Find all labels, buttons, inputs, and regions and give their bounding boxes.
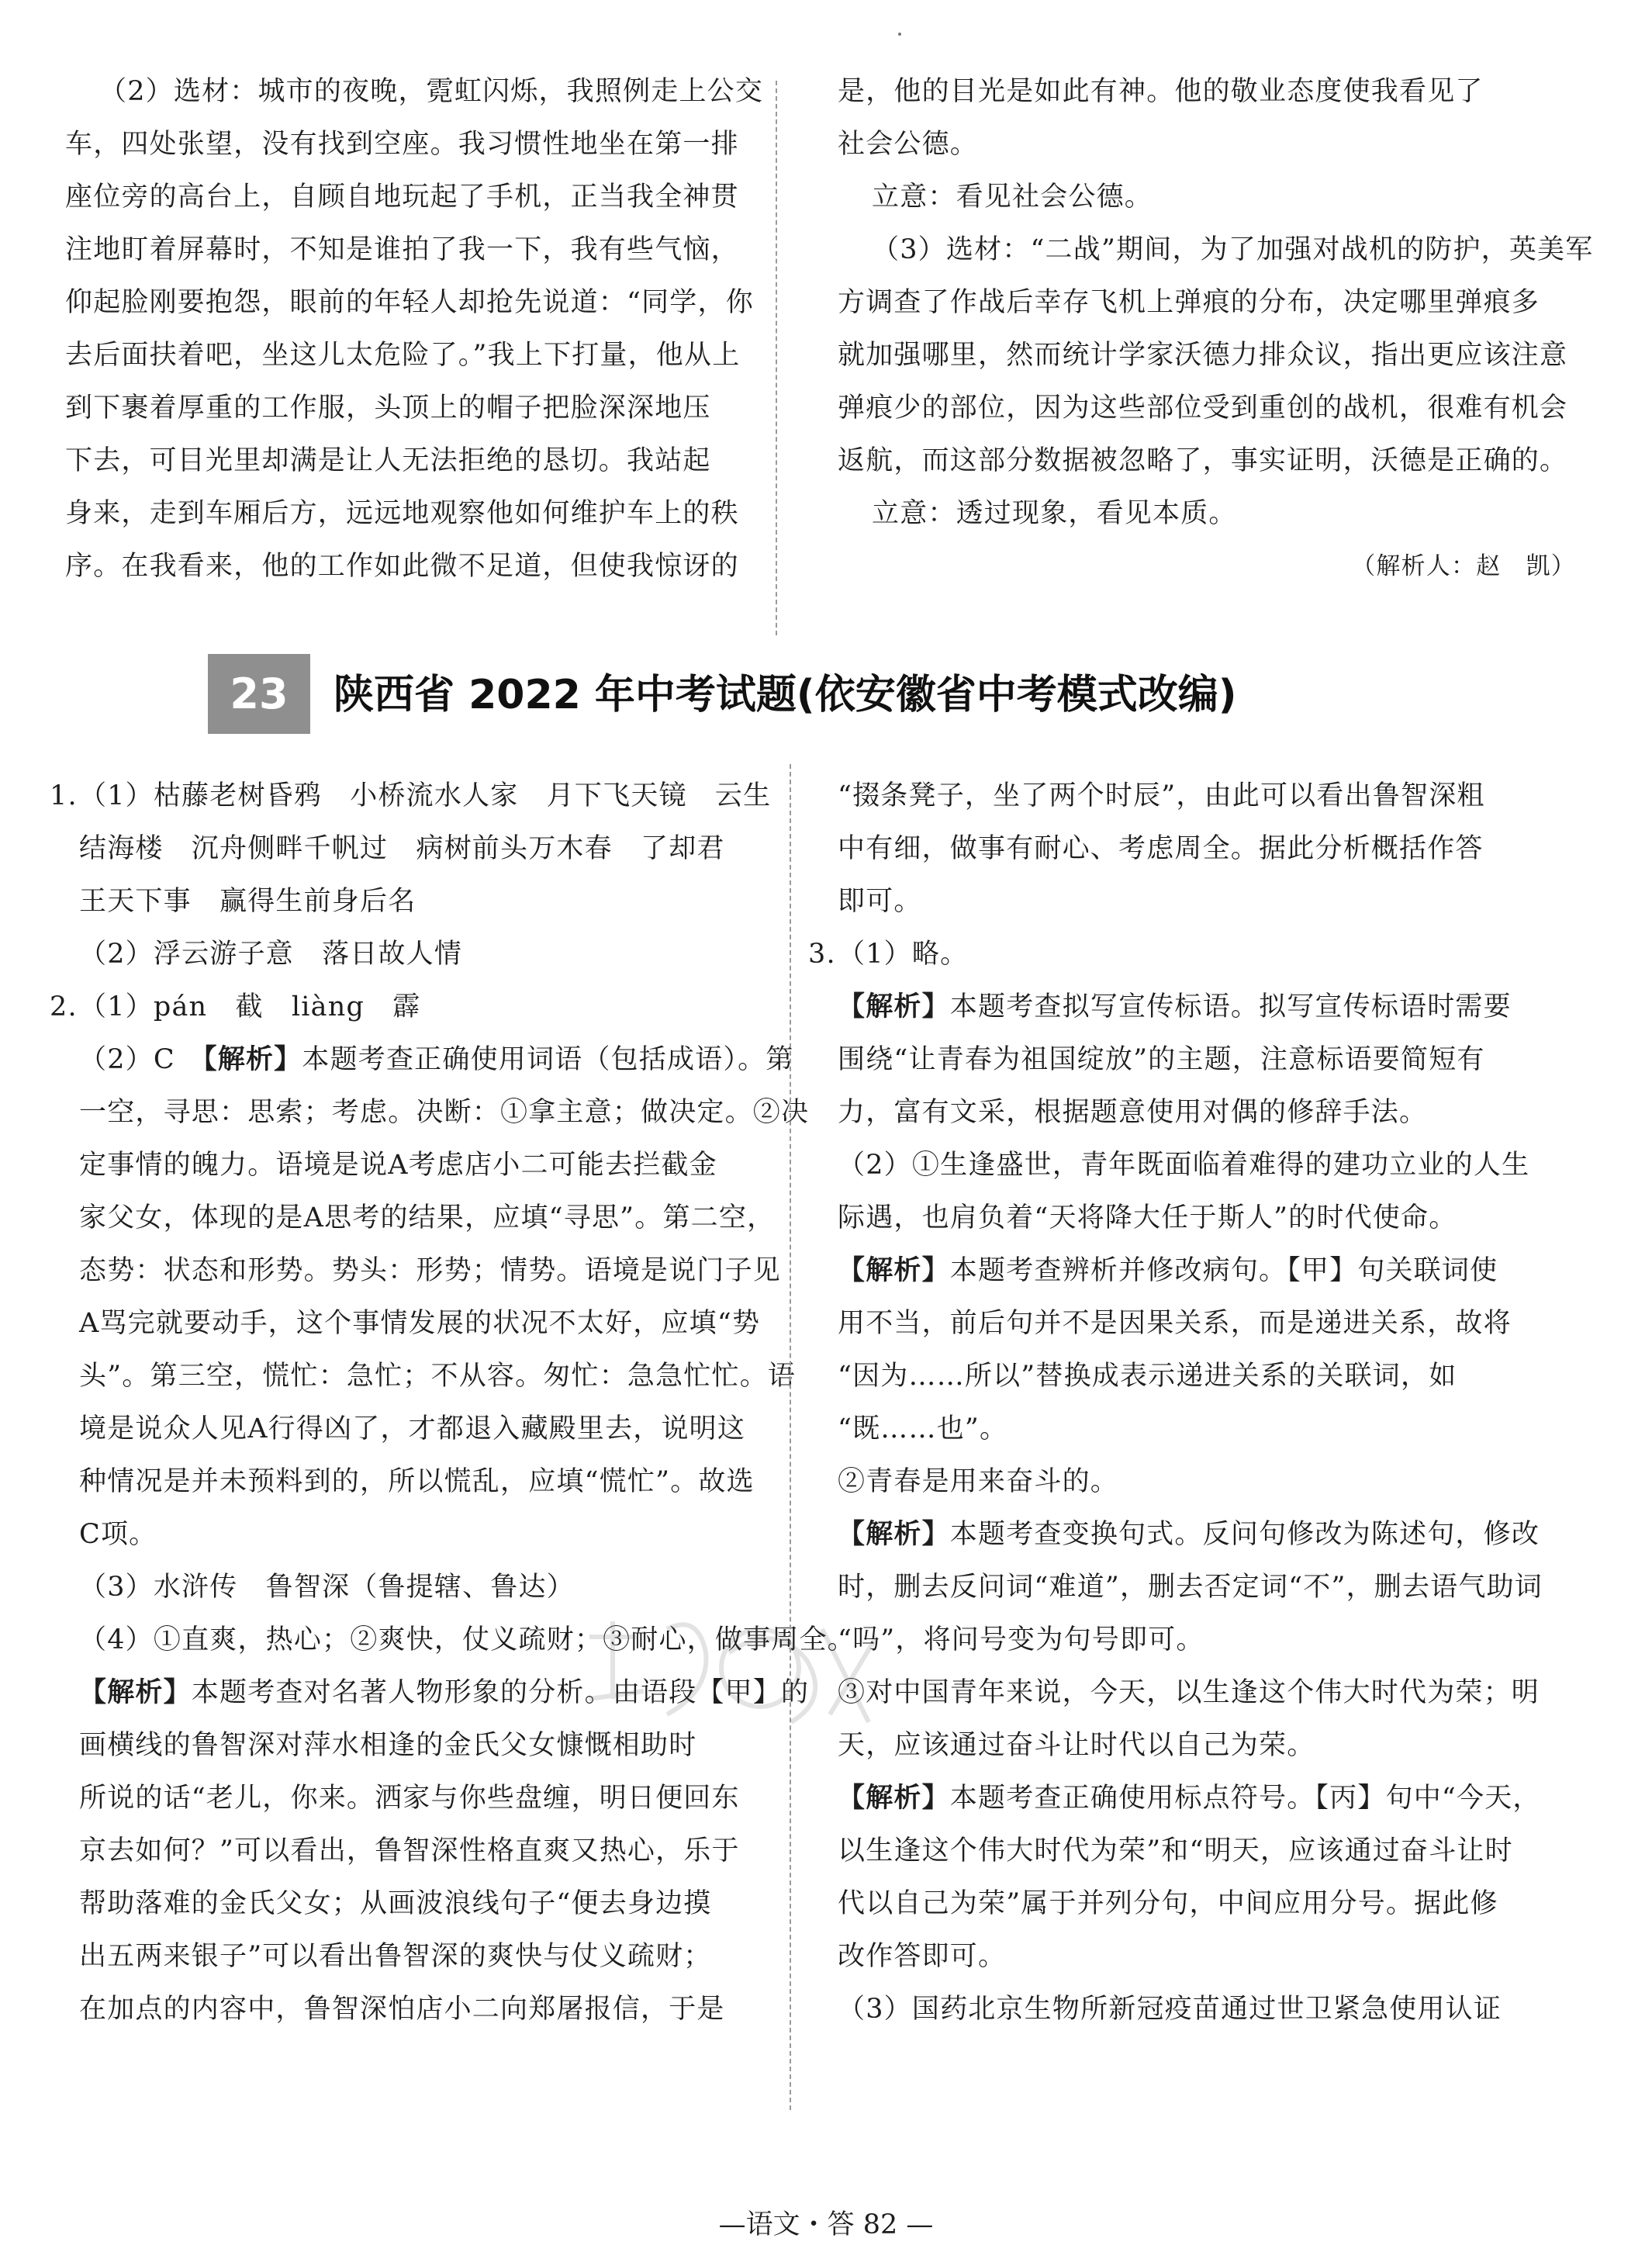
text-line: 方调查了作战后幸存飞机上弹痕的分布，决定哪里弹痕多: [838, 287, 1540, 318]
text-line: 家父女，体现的是A思考的结果，应填“寻思”。第二空，: [79, 1202, 776, 1233]
text-line: （2）选材：城市的夜晚，霓虹闪烁，我照例走上公交: [99, 76, 764, 107]
text-line: 际遇，也肩负着“天将降大任于斯人”的时代使命。: [838, 1202, 1457, 1233]
section-number-badge: 23: [208, 654, 310, 734]
watermark-graphic: [574, 1606, 884, 1738]
text-line: 是，他的目光是如此有神。他的敬业态度使我看见了: [838, 76, 1484, 107]
text-line: 结海楼 沉舟侧畔千帆过 病树前头万木春 了却君: [79, 833, 725, 864]
text-line: 本题考查正确使用标点符号。【丙】句中“今天，: [949, 1783, 1541, 1814]
column-divider: [776, 81, 777, 635]
text-line: （3）水浒传 鲁智深（鲁提辖、鲁达）: [79, 1572, 575, 1603]
text-line: 头”。第三空，慌忙：急忙；不从容。匆忙：急急忙忙。语: [79, 1361, 797, 1392]
text-line: 本题考查正确使用词语（包括成语）。第: [302, 1044, 794, 1075]
text-line: 一空，寻思：思索；考虑。决断：①拿主意；做决定。②决: [79, 1097, 810, 1128]
text-line: 改作答即可。: [838, 1941, 1007, 1972]
text-line: 到下裹着厚重的工作服，头顶上的帽子把脸深深地压: [65, 393, 711, 424]
text-line: 立意：看见社会公德。: [872, 182, 1153, 213]
text-line: 时，删去反问词“难道”，删去否定词“不”，删去语气助词: [838, 1572, 1543, 1603]
text-line: 代以自己为荣”属于并列分句，中间应用分号。据此修: [838, 1888, 1498, 1919]
text-line: 立意：透过现象，看见本质。: [872, 498, 1237, 529]
text-line: 就加强哪里，然而统计学家沃德力排众议，指出更应该注意: [838, 340, 1568, 371]
page-footer: —语文・答 82 —: [718, 2209, 934, 2240]
text-line: 本题考查对名著人物形象的分析。由语段【甲】的: [191, 1677, 810, 1708]
bottom-left-column: 1.（1）枯藤老树昏鸦 小桥流水人家 月下飞天镜 云生 结海楼 沉舟侧畔千帆过 病树前头万木春 了却君 王天下事 赢得生前身后名 （2）浮云游子意 落日故人情 2.（1）pán 截 liàng 霹 （2）C 【解析】本题考查正确使用词语（包括成语）。第 一空，寻思：思索；考虑。决断：①拿主意；做决定。②决 定事情的魄力。语境是说A考虑店小二可能去拦截金 家父女，体现的是A思考的结果，应填“寻思”。第二空， 态势：状态和形势。势头：形势；情势。语境是说门子见 A骂完就要动手，这个事情发展的状况不太好，应填“势 头”。第三空，慌忙：急忙；不从容。匆忙：急急忙忙。语 境是说众人见A行得凶了，才都退入藏殿里去，说明这 种情况是并未预料到的，所以慌乱，应填“慌忙”。故选 C项。 （3）水浒传 鲁智深（鲁提辖、鲁达） （4）①直爽，热心；②爽快，仗义疏财；③耐心，做事周全。 【解析】本题考查对名著人物形象的分析。由语段【甲】的 画横线的鲁智深对萍水相逢的金氏父女慷慨相助时 所说的话“老儿，你来。洒家与你些盘缠，明日便回东 京去如何？”可以看出，鲁智深性格直爽又热心，乐于 帮助落难的金氏父女；从画波浪线句子“便去身边摸 出五两来银子”可以看出鲁智深的爽快与仗义疏财； 在加点的内容中，鲁智深怕店小二向郑屠报信，于是: [50, 770, 786, 2036]
text-line: 围绕“让青春为祖国绽放”的主题，注意标语要简短有: [838, 1044, 1485, 1075]
text-line: （3）国药北京生物所新冠疫苗通过世卫紧急使用认证: [838, 1994, 1502, 2025]
analysis-tag: 【解析】: [838, 1519, 950, 1550]
analysis-tag: 【解析】: [79, 1677, 192, 1708]
top-right-column: [838, 65, 1613, 593]
text-line: 仰起脸刚要抱怨，眼前的年轻人却抢先说道：“同学，你: [65, 287, 754, 318]
text-line: ③对中国青年来说，今天，以生逢这个伟大时代为荣；明: [838, 1677, 1540, 1708]
text-line: “因为……所以”替换成表示递进关系的关联词，如: [838, 1361, 1457, 1392]
column-divider: [790, 764, 791, 2110]
text-line: 以生逢这个伟大时代为荣”和“明天，应该通过奋斗让时: [838, 1835, 1513, 1866]
text-line: 即可。: [838, 886, 922, 917]
text-line: （3）选材：“二战”期间，为了加强对战机的防护，英美军: [872, 234, 1594, 265]
text-line: （1）pán 截 liàng 霹: [79, 991, 421, 1022]
analysis-tag: 【解析】: [838, 991, 950, 1022]
analyst-credit: （解析人：赵 凯）: [1351, 552, 1576, 580]
text-line: （1）枯藤老树昏鸦 小桥流水人家 月下飞天镜 云生: [79, 780, 772, 811]
text-line: 帮助落难的金氏父女；从画波浪线句子“便去身边摸: [79, 1888, 712, 1919]
text-line: 返航，而这部分数据被忽略了，事实证明，沃德是正确的。: [838, 445, 1568, 476]
text-line: 定事情的魄力。语境是说A考虑店小二可能去拦截金: [79, 1150, 717, 1181]
print-speck: [898, 33, 901, 36]
text-line: 弹痕少的部位，因为这些部位受到重创的战机，很难有机会: [838, 393, 1568, 424]
text-line: “既……也”。: [838, 1413, 1008, 1444]
text-line: 注地盯着屏幕时，不知是谁拍了我一下，我有些气恼，: [65, 234, 739, 265]
text-line: 王天下事 赢得生前身后名: [79, 886, 416, 917]
text-line: 社会公德。: [838, 129, 979, 160]
analysis-tag: 【解析】: [838, 1255, 950, 1286]
text-line: （1）略。: [838, 939, 969, 970]
text-line: 京去如何？”可以看出，鲁智深性格直爽又热心，乐于: [79, 1835, 740, 1866]
text-line: 在加点的内容中，鲁智深怕店小二向郑屠报信，于是: [79, 1994, 725, 2025]
text-line: 中有细，做事有耐心、考虑周全。据此分析概括作答: [838, 833, 1484, 864]
text-line: 去后面扶着吧，坐这儿太危险了。”我上下打量，他从上: [65, 340, 741, 371]
text-line: 下去，可目光里却满是让人无法拒绝的恳切。我站起: [65, 445, 711, 476]
text-line: A骂完就要动手，这个事情发展的状况不太好，应填“势: [79, 1308, 761, 1339]
text-line: 本题考查辨析并修改病句。【甲】句关联词使: [949, 1255, 1498, 1286]
text-line: 用不当，前后句并不是因果关系，而是递进关系，故将: [838, 1308, 1512, 1339]
text-line: 身来，走到车厢后方，远远地观察他如何维护车上的秩: [65, 498, 739, 529]
text-line: 车，四处张望，没有找到空座。我习惯性地坐在第一排: [65, 129, 739, 160]
text-line: C项。: [79, 1519, 157, 1550]
analysis-tag: 【解析】: [838, 1783, 950, 1814]
text-line: 座位旁的高台上，自顾自地玩起了手机，正当我全神贯: [65, 182, 739, 213]
top-left-column: [65, 65, 763, 593]
text-line: 所说的话“老儿，你来。洒家与你些盘缠，明日便回东: [79, 1783, 740, 1814]
text-line: 本题考查变换句式。反问句修改为陈述句，修改: [949, 1519, 1540, 1550]
text-line: 境是说众人见A行得凶了，才都退入藏殿里去，说明这: [79, 1413, 746, 1444]
text-line: 种情况是并未预料到的，所以慌乱，应填“慌忙”。故选: [79, 1466, 755, 1497]
analysis-tag: 【解析】: [203, 1044, 302, 1075]
bottom-right-column: “掇条凳子，坐了两个时辰”，由此可以看出鲁智深粗 中有细，做事有耐心、考虑周全。据此分析概括作答 即可。 3.（1）略。 【解析】本题考查拟写宣传标语。拟写宣传标语时需要 围绕“让青春为祖国绽放”的主题，注意标语要简短有 力，富有文采，根据题意使用对偶的修辞手法。 （2）①生逢盛世，青年既面临着难得的建功立业的人生 际遇，也肩负着“天将降大任于斯人”的时代使命。 【解析】本题考查辨析并修改病句。【甲】句关联词使 用不当，前后句并不是因果关系，而是递进关系，故将 “因为……所以”替换成表示递进关系的关联词，如 “既……也”。 ②青春是用来奋斗的。 【解析】本题考查变换句式。反问句修改为陈述句，修改 时，删去反问词“难道”，删去否定词“不”，删去语气助词 “吗”，将问号变为句号即可。 ③对中国青年来说，今天，以生逢这个伟大时代为荣；明 天，应该通过奋斗让时代以自己为荣。 【解析】本题考查正确使用标点符号。【丙】句中“今天， 以生逢这个伟大时代为荣”和“明天，应该通过奋斗让时 代以自己为荣”属于并列分句，中间应用分号。据此修 改作答即可。 （3）国药北京生物所新冠疫苗通过世卫紧急使用认证: [808, 770, 1615, 2036]
text-line: 天，应该通过奋斗让时代以自己为荣。: [838, 1730, 1315, 1761]
text-line: 态势：状态和形势。势头：形势；情势。语境是说门子见: [79, 1255, 782, 1286]
text-line: ②青春是用来奋斗的。: [838, 1466, 1119, 1497]
text-line: 画横线的鲁智深对萍水相逢的金氏父女慷慨相助时: [79, 1730, 697, 1761]
text-line: “吗”，将问号变为句号即可。: [838, 1624, 1204, 1655]
text-line: 出五两来银子”可以看出鲁智深的爽快与仗义疏财；: [79, 1941, 712, 1972]
text-line: 序。在我看来，他的工作如此微不足道，但使我惊讶的: [65, 551, 739, 582]
text-line: （2）浮云游子意 落日故人情: [79, 939, 463, 970]
text-line: 本题考查拟写宣传标语。拟写宣传标语时需要: [949, 991, 1512, 1022]
text-line: 力，富有文采，根据题意使用对偶的修辞手法。: [838, 1097, 1428, 1128]
section-title: 陕西省 2022 年中考试题(依安徽省中考模式改编): [334, 672, 1237, 718]
text-line: “掇条凳子，坐了两个时辰”，由此可以看出鲁智深粗: [838, 780, 1485, 811]
text-line: （4）①直爽，热心；②爽快，仗义疏财；③耐心，做事周全。: [79, 1624, 855, 1655]
text-line: （2）①生逢盛世，青年既面临着难得的建功立业的人生: [838, 1150, 1530, 1181]
text-line: （2）C: [79, 1044, 204, 1075]
